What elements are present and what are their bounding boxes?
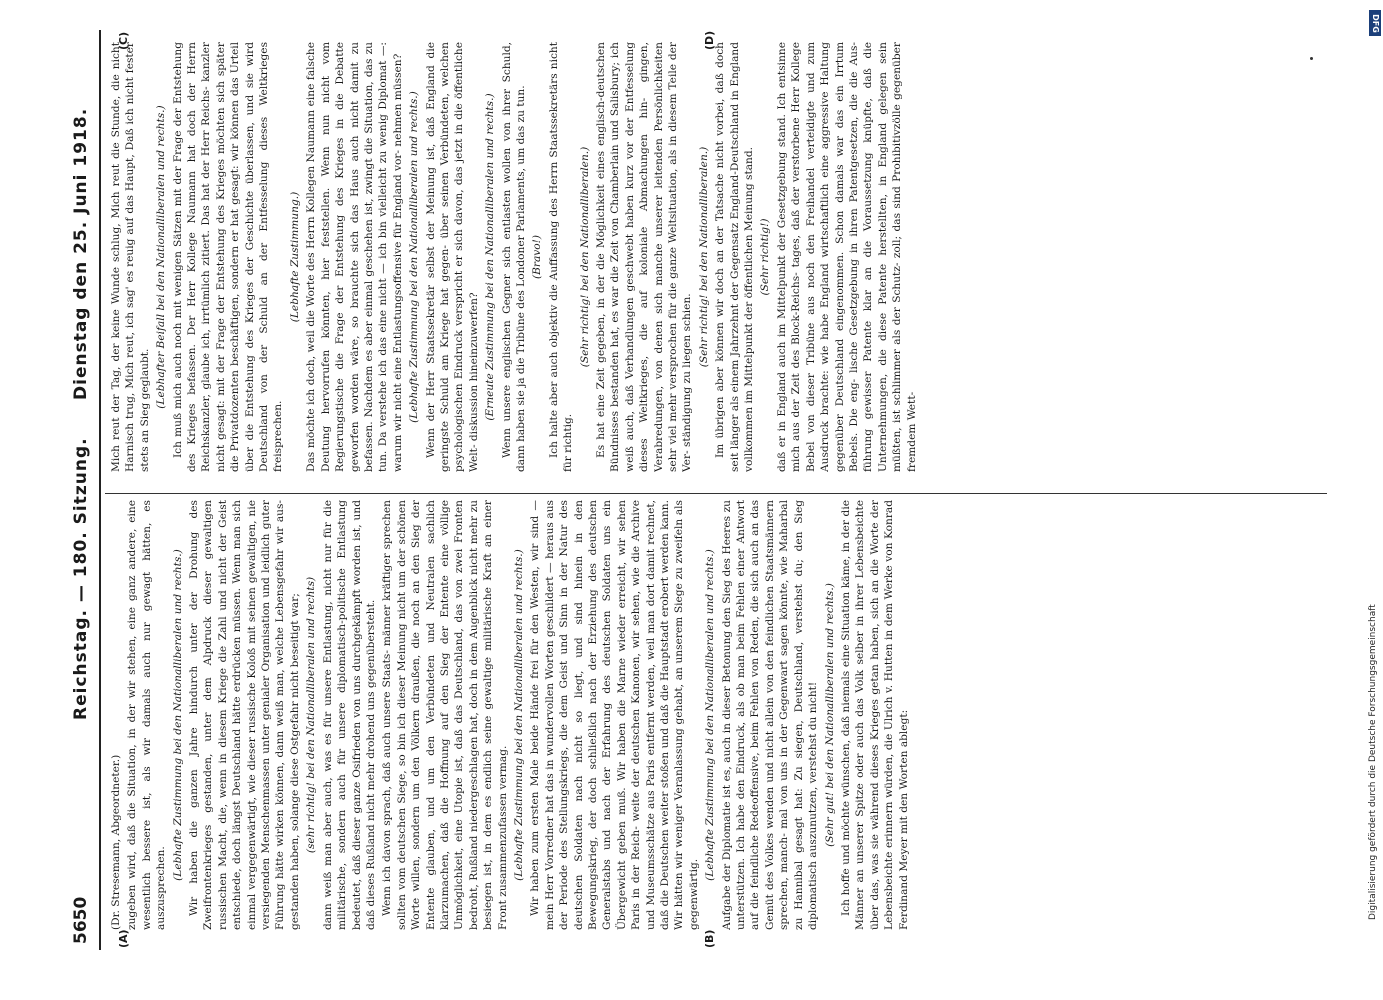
dfg-logo-text: DFG bbox=[1370, 13, 1380, 33]
paragraph: Ich hoffe und möchte wünschen, daß niemals eine Situation käme, in der die Männer an unserer Spitze oder auch das Volk selber in ihrer Lebensbeichte über das, was sie während dieses Krieges getan haben, sich an die Worte der Lebensbeichte erinnern würden, die Ulrich v. Hutten in dem Werke von Konrad Ferdinand Meyer mit den Worten ablegt: bbox=[839, 500, 910, 930]
paragraph: Ich muß mich auch noch mit wenigen Sätzen mit der Frage der Entstehung des Krieges befassen. Der Herr Kollege Naumann hat doch der Herrn Reichskanzler, glaube ich, irrtümlich zitiert. Das hat der Herr Reichs- kanzler nicht gesagt: mit der Frage der Entstehung des Krieges möchten sich später die Privatdozenten beschäftigen, sondern er hat gesagt: wir können das Urteil über die Entstehung des Krieges der Geschichte überlassen, und sie wird Deutschland von der Schuld an der Entfesselung dieses Weltkrieges freisprechen. bbox=[171, 42, 285, 472]
paragraph: Wenn unsere englischen Gegner sich entlasten wollen von ihrer Schuld, dann haben sie ja die Tribüne des Londoner Parlaments, um das zu tun. bbox=[500, 42, 527, 472]
dfg-logo bbox=[1369, 10, 1381, 36]
paragraph: daß er in England auch im Mittelpunkt der Gesetzgebung stand. Ich entsinne mich aus der Zeit des Block-Reichs- tages, daß der verstorbene Herr Kollege Bebel von dieser Tribüne aus noch den Freihandel verteidigte und zum Ausdruck brachte: wie habe England wirtschaftlich eine aggressive Haltung gegenüber Deutschland eingenommen. Schon damals war das ein Irrtum Bebels. Die eng- lische Gesetzgebung in ihren Patentgesetzen, die die Aus- führung gewisser Patente klar an die Voraussetzung knüpfte, daß die Unternehmungen, die diese Patente herstellten, in England gelegen sein müßten, ist schlimmer als der Schutz- zoll; das sind Prohibitivzölle gegenüber fremdem Wett- bbox=[775, 42, 918, 472]
paragraph: Aufgabe der Diplomatie ist es, auch in dieser Betonung den Sieg des Heeres zu unterstützen. Ich habe den Eindruck, als ob man beim Fehlen einer Antwort auf die feindliche Redeoffensive, beim Fehlen von Reden, die sich auch an das Gemüt des Volkes wenden und nicht allein von den feindlichen Staatsmännern sprechen, manch- mal von uns in der Gegenwart sagen könnte, wie Maharbal zu Hannibal gesagt hat: Zu siegen, Deutschland, verstehst du; den Sieg diplomatisch auszunutzen, verstehst du nicht! bbox=[720, 500, 820, 930]
column-rule bbox=[105, 493, 1327, 494]
interjection: (Lebhafte Zustimmung.) bbox=[288, 191, 301, 323]
right-column bbox=[109, 42, 1324, 472]
interjection: (Sehr richtig! bei den Nationalliberalen.) bbox=[697, 146, 710, 368]
page-number: 5650 bbox=[71, 896, 91, 944]
paragraph: Wenn ich davon sprach, daß auch unsere Staats- männer kräftiger sprechen sollten vom deutschen Siege, so bin ich dieser Meinung nicht um der schönen Worte willen, sondern um den Völkern draußen, die noch an den Sieg der Entente glauben, und um den Verbündeten und Neutralen sachlich klarzumachen, daß die Hoffnung auf den Sieg der Entente eine völlige Unmöglichkeit, eine Utopie ist, daß das Deutschland, das von zwei Fronten bedroht, Rußland niedergeschlagen hat, doch in dem Augenblick nicht mehr zu besiegen ist, in dem es endlich seine gewaltige militärische Kraft an einer Front zusammenzufassen vermag. bbox=[381, 500, 509, 930]
credit-text: Digitalisierung gefördert durch die Deutsche Forschungsgemeinschaft bbox=[1368, 604, 1378, 920]
paragraph: Das möchte ich doch, weil die Worte des Herrn Kollegen Naumann eine falsche Deutung hervorrufen könnten, hier feststellen. Wenn nun nicht vom Regierungstische die Frage der Entstehung des Krieges in die Debatte geworfen worden wäre, so brauchte sich das Haus auch nicht damit zu befassen. Nachdem es aber einmal geschehen ist, zwingt die Situation, das zu tun. Da verstehe ich das eine nicht — ich bin vielleicht zu wenig Diplomat —: warum wir nicht eine Entlastungsoffensive für England vor- nehmen müssen? bbox=[305, 42, 404, 472]
paragraph: Wir haben die ganzen Jahre hindurch unter der Drohung des Zweifrontenkrieges gestanden, unter dem Alpdruck dieser gewaltigen russischen Macht, die, wenn in diesem Kriege die Zahl und nicht der Geist entschiede, doch längst Deutschland hätte erdrücken müssen. Wenn man sich einmal vergegenwärtigt, wie dieser russische Koloß mit seinen gewaltigen, nie versiegenden Menschenmassen unter genialer Organisation und leidlich guter Führung hätte wirken können, dann weiß man, welche Lebensgefahr wir aus- gestanden haben, solange diese Ostgefahr nicht beseitigt war; bbox=[188, 500, 301, 930]
interjection: (Erneute Zustimmung bei den Nationalliberalen und rechts.) bbox=[484, 93, 497, 421]
paragraph: (Dr. Stresemann, Abgeordneter.) bbox=[110, 754, 122, 930]
paragraph: Wir haben zum ersten Male beide Hände frei für den Westen, wir sind — mein Herr Vorredner hat das in wundervollen Worten geschildert — heraus aus der Periode des Stellungskriegs, die dem Geist und Sinn in der Natur des deutschen Soldaten nach nicht so liegt, und sind hinein in den Bewegungskrieg, der doch schließlich nach der Erziehung des deutschen Generalstabs und nach der Erfahrung des deutschen Soldaten uns ein Übergewicht geben muß. Wir haben die Marne wieder erreicht, wir sehen Paris in der Reich- weite der deutschen Kanonen, wir sehen, wie die Archive und Museumsschätze aus Paris entfernt werden, weil man dort damit rechnet, daß die Deutschen weiter stoßen und daß die Hauptstadt erobert werden kann. Wir hätten wir weniger Veranlassung gehabt, an unserem Siege zu zweifeln als gegenwärtig. bbox=[529, 500, 700, 930]
margin-marker-b: (B) bbox=[703, 929, 716, 948]
header-rule bbox=[99, 30, 101, 950]
margin-marker-a: (A) bbox=[117, 929, 130, 948]
interjection: (Sehr gut! bei den Nationalliberalen und rechts.) bbox=[823, 583, 836, 847]
interjection: (Lebhafter Beifall bei den Nationalliberalen und rechts.) bbox=[155, 105, 168, 409]
rotated-page bbox=[65, 30, 1335, 950]
paragraph: dann weiß man aber auch, was es für unsere Entlastung, nicht nur für die militärische, sondern auch für unsere diplomatisch-politische Entlastung bedeutet, daß dieser ganze Osifrieden von uns durchgekämpft worden ist, und daß dieses Rußland nicht mehr drohend uns gegenübersteht. bbox=[321, 500, 377, 930]
interjection: (Lebhafte Zustimmung bei den Nationalliberalen und rechts.) bbox=[408, 91, 421, 423]
paragraph: Im übrigen aber können wir doch an der Tatsache nicht vorbei, daß doch seit länger als einem Jahrzehnt der Gegensatz England-Deutschland in England vollkommen im Mittelpunkt der öffentlichen Meinung stand. bbox=[714, 42, 756, 472]
paragraph: Ich halte aber auch objektiv die Auffassung des Herrn Staatssekretärs nicht für richtig. bbox=[547, 42, 575, 472]
paragraph: zugeben wird, daß die Situation, in der wir stehen, eine ganz andere, eine wesentlich bessere ist, als wir damals auch nur gewagt hätten, es auszusprechen. bbox=[126, 500, 168, 930]
interjection: (sehr richtig! bei den Nationalliberalen und rechts) bbox=[305, 576, 318, 854]
paragraph: Mich reut der Tag, der keine Wunde schlug, Mich reut die Stunde, die nicht Harnisch trug, Mich reut, ich sag' es reuig auf das Haupt, Daß ich nicht fester stets an Sieg geglaubt. bbox=[110, 42, 151, 472]
paragraph: Wenn der Herr Staatssekretär selbst der Meinung ist, daß England die geringste Schuld am Kriege hat gegen- über seinen Verbündeten, welchen psychologischen Eindruck verspricht er sich davon, das jetzt in die öffentliche Welt- diskussion hineinzuwerfen? bbox=[424, 42, 480, 472]
interjection: (Sehr richtig!) bbox=[759, 218, 772, 296]
interjection: (Bravo!) bbox=[531, 234, 544, 280]
running-head-right: Dienstag den 25. Juni 1918. bbox=[71, 107, 91, 400]
page-header bbox=[65, 30, 99, 950]
paragraph: Es hat eine Zeit gegeben, in der die Möglichkeit eines englisch-deutschen Bündnisses bestanden hat, es war die Zeit von Chamberlain und Salisbury; ich weiß auch, daß Verhandlungen geschwebt haben kurz vor der Entfesselung dieses Weltkrieges, die auf koloniale Abmachungen hin- gingen, Verabredungen, von denen sich manche unserer leitenden Persönlichkeiten sehr viel mehr versprochen für die ganze Weltsituation, als in diesem Teile der Ver- ständigung zu liegen schien. bbox=[595, 42, 694, 472]
interjection: (Sehr richtig! bei den Nationalliberalen.) bbox=[578, 146, 591, 368]
interjection: (Lebhafte Zustimmung bei den Nationalliberalen und rechts.) bbox=[704, 549, 717, 881]
margin-marker-c: (C) bbox=[117, 31, 130, 50]
running-head-left: Reichstag. — 180. Sitzung. bbox=[71, 437, 91, 720]
interjection: (Lebhafte Zustimmung bei den Nationalliberalen und rechts.) bbox=[512, 549, 525, 881]
margin-marker-d: (D) bbox=[703, 30, 716, 50]
left-column bbox=[109, 500, 1324, 930]
interjection: (Lebhafte Zustimmung bei den Nationalliberalen und rechts.) bbox=[171, 549, 184, 881]
